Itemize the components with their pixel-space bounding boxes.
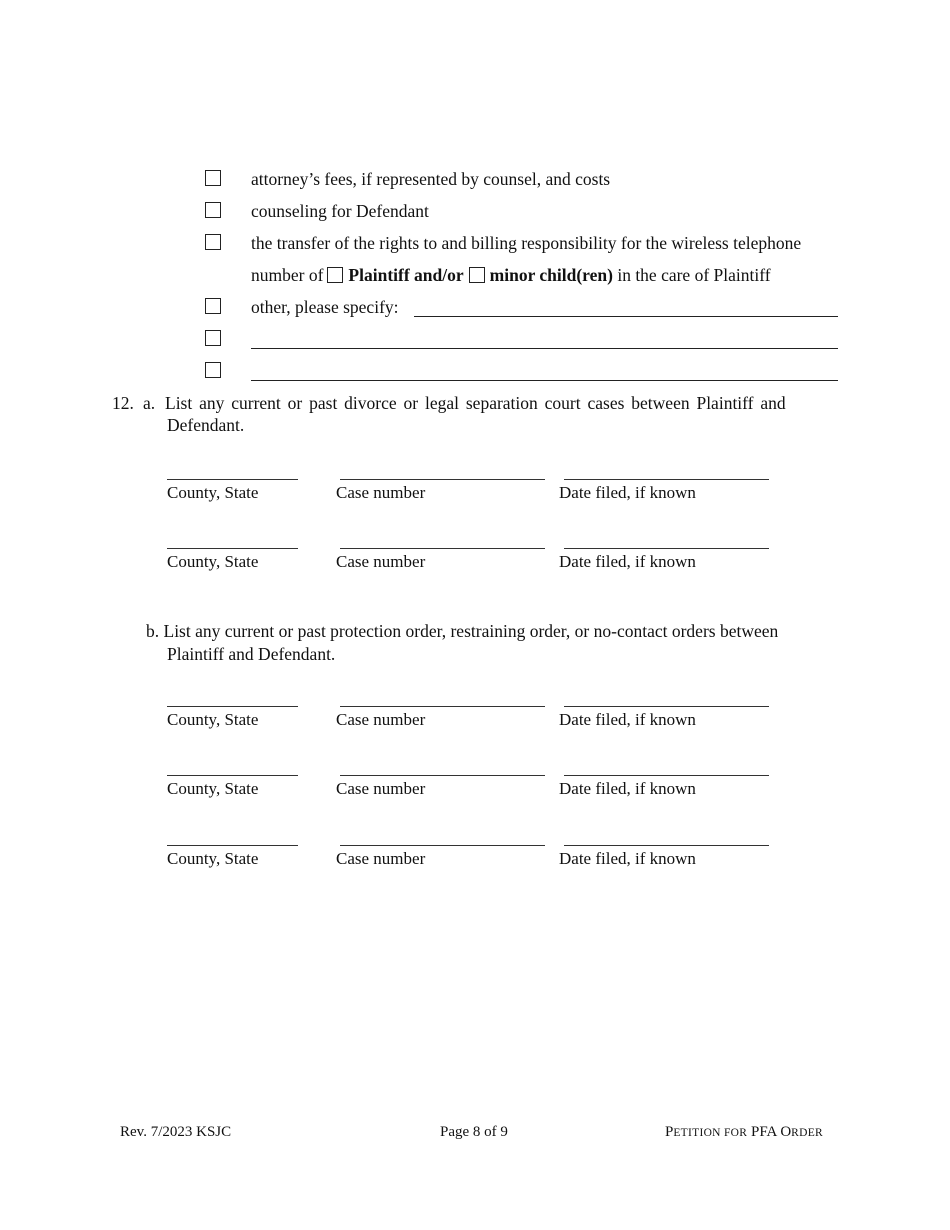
divorce-case-field-2[interactable] [340,548,545,549]
footer-title-p: P [665,1124,674,1140]
footer-form-title [665,1124,823,1141]
attorney-fees-label: attorney’s fees, if represented by counsel, and costs [251,169,611,189]
attorney-fees-checkbox[interactable] [205,170,221,186]
wireless-minor-checkbox[interactable] [469,267,485,283]
date-filed-caption: Date filed, if known [559,483,696,502]
other-specify-line-1[interactable] [414,316,838,317]
protection-date-field-1[interactable] [564,706,769,707]
divorce-case-field-1[interactable] [340,479,545,480]
case-number-caption: Case number [336,779,426,798]
wireless-minor-label: minor child(ren) [489,265,613,285]
case-number-caption: Case number [336,552,426,571]
wireless-plaintiff-checkbox[interactable] [327,267,343,283]
county-state-caption: County, State [167,849,259,868]
county-state-caption: County, State [167,710,259,729]
protection-county-field-3[interactable] [167,845,298,846]
other-specify-line-2[interactable] [251,348,838,349]
date-filed-caption: Date filed, if known [559,552,696,571]
section-12b-text-line2: Plaintiff and Defendant. [167,644,336,664]
section-12a-text-line1: List any current or past divorce or legal separation court cases between Plaintiff and [165,393,786,413]
protection-county-field-1[interactable] [167,706,298,707]
protection-county-field-2[interactable] [167,775,298,776]
section-12-number: 12. [112,393,134,413]
case-number-caption: Case number [336,710,426,729]
other-checkbox-2[interactable] [205,330,221,346]
wireless-transfer-label-line1: the transfer of the rights to and billing responsibility for the wireless telephone [251,233,802,253]
case-number-caption: Case number [336,483,426,502]
protection-date-field-3[interactable] [564,845,769,846]
footer-title-rder: RDER [791,1127,824,1139]
section-12b-text-line1: b. List any current or past protection order, restraining order, or no-contact orders between [146,621,779,641]
divorce-date-field-2[interactable] [564,548,769,549]
case-number-caption: Case number [336,849,426,868]
date-filed-caption: Date filed, if known [559,710,696,729]
other-specify-label: other, please specify: [251,297,399,317]
footer-title-o: O [780,1124,792,1140]
divorce-date-field-1[interactable] [564,479,769,480]
protection-case-field-1[interactable] [340,706,545,707]
section-12a-letter: a. [143,393,156,413]
footer-revision: Rev. 7/2023 KSJC [120,1124,232,1140]
wireless-transfer-label-line2 [251,265,771,286]
county-state-caption: County, State [167,779,259,798]
section-12a-text-line2: Defendant. [167,415,245,435]
protection-case-field-3[interactable] [340,845,545,846]
protection-date-field-2[interactable] [564,775,769,776]
divorce-county-field-2[interactable] [167,548,298,549]
wireless-number-of-text: number of [251,265,324,285]
counseling-checkbox[interactable] [205,202,221,218]
footer-page-number: Page 8 of 9 [440,1124,508,1140]
footer-title-pfa: PFA [750,1124,777,1140]
wireless-plaintiff-label: Plaintiff and/or [348,265,464,285]
wireless-tail-text: in the care of Plaintiff [617,265,771,285]
date-filed-caption: Date filed, if known [559,849,696,868]
other-specify-line-3[interactable] [251,380,838,381]
other-checkbox-3[interactable] [205,362,221,378]
county-state-caption: County, State [167,552,259,571]
date-filed-caption: Date filed, if known [559,779,696,798]
footer-title-etition: ETITION FOR [673,1127,748,1139]
county-state-caption: County, State [167,483,259,502]
protection-case-field-2[interactable] [340,775,545,776]
counseling-label: counseling for Defendant [251,201,429,221]
other-checkbox-1[interactable] [205,298,221,314]
divorce-county-field-1[interactable] [167,479,298,480]
wireless-transfer-checkbox[interactable] [205,234,221,250]
